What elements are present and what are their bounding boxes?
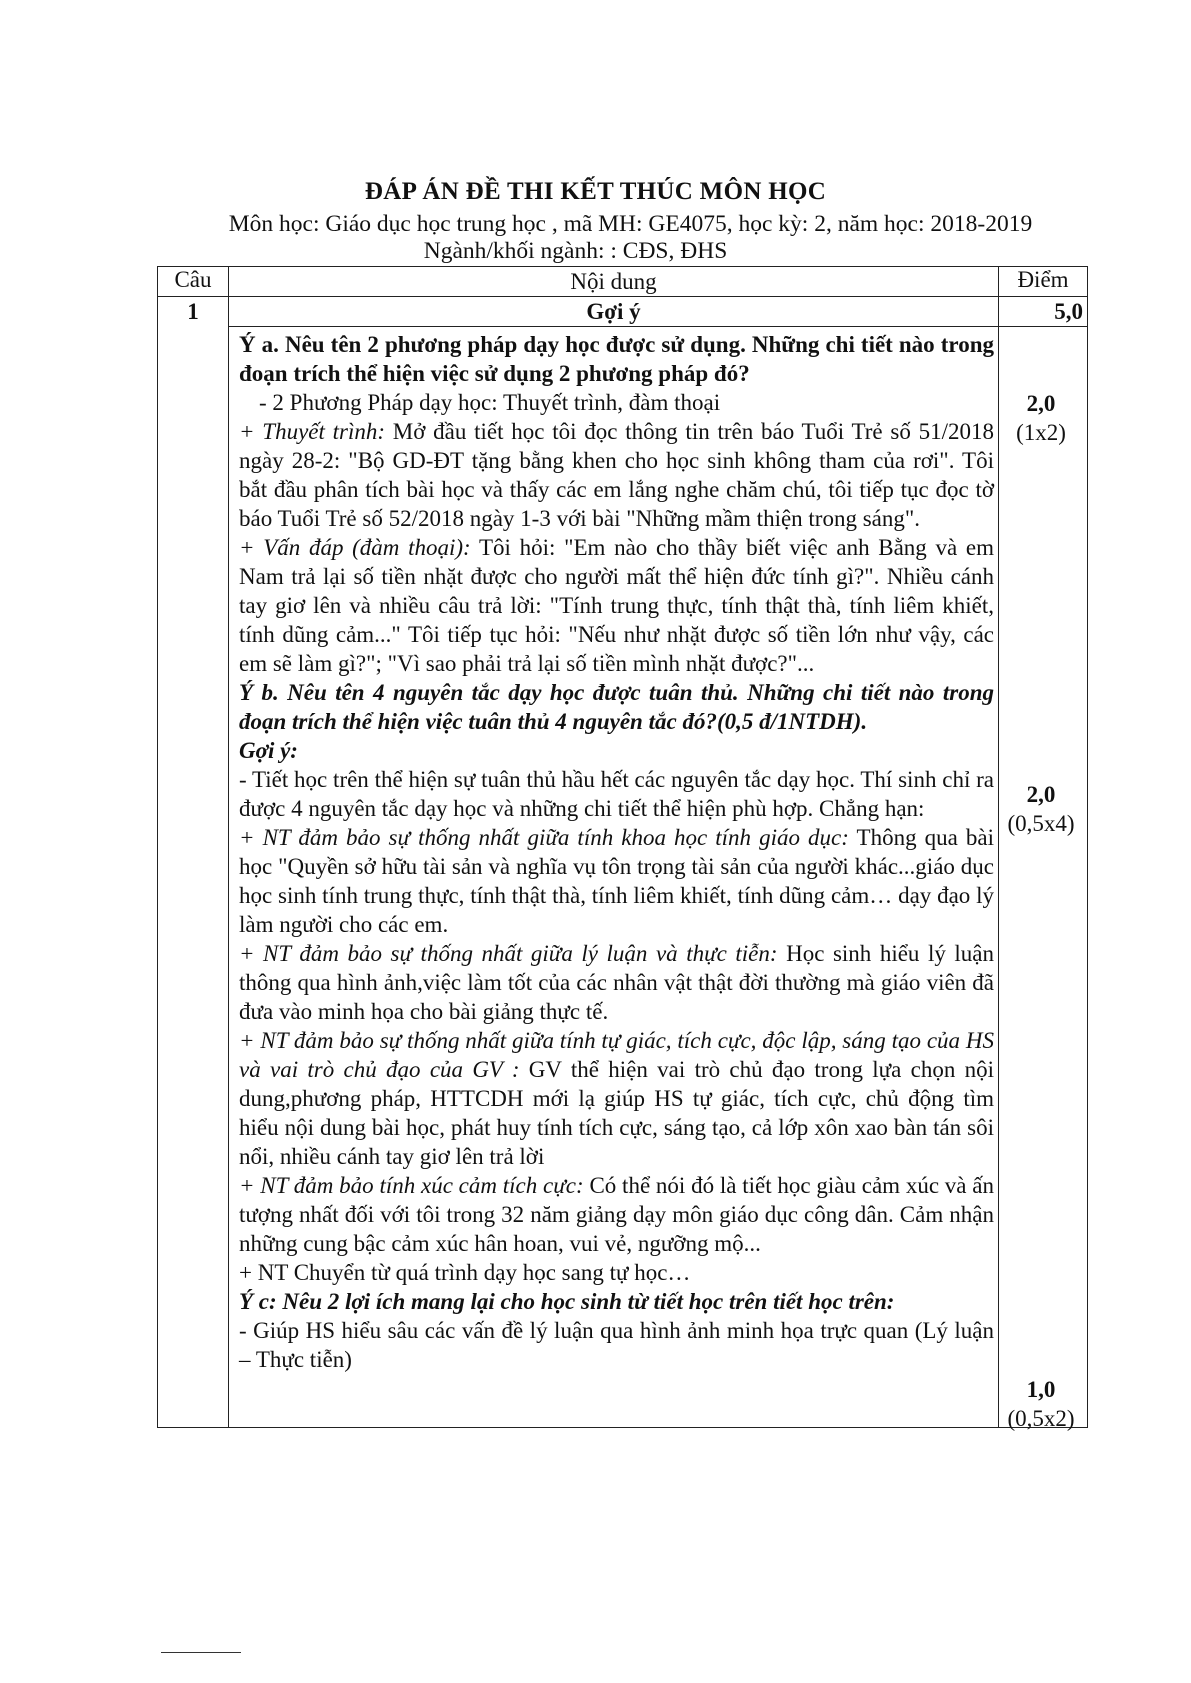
part-c-score-block — [999, 1375, 1083, 1433]
part-a-heading: Ý a. Nêu tên 2 phương pháp dạy học được sử dụng. Những chi tiết nào trong đoạn trích thể hiện việc sử dụng 2 phương pháp đó? — [239, 332, 994, 386]
principle-1-text: Thông qua bài học "Quyền sở hữu tài sản và nghĩa vụ tôn trọng tài sản của người khác...giáo dục học sinh tính trung thực, tính thật thà, tính liêm khiết, tính dũng cảm… dạy đạo lý làm người cho các em. — [239, 825, 994, 937]
part-a-score-detail: (1x2) — [1016, 420, 1066, 445]
lecture-label: + Thuyết trình: — [239, 419, 386, 444]
question-cell-empty — [158, 327, 229, 1428]
principle-5: + NT Chuyển từ quá trình dạy học sang tự học… — [239, 1260, 691, 1285]
principle-1 — [239, 823, 994, 939]
part-c-score-detail: (0,5x2) — [1007, 1406, 1075, 1431]
dialogue-label: + Vấn đáp (đàm thoại): — [239, 535, 471, 560]
col-header-score: Điểm — [999, 267, 1088, 297]
part-b-score-block — [999, 780, 1083, 838]
part-b-score: 2,0 — [1026, 782, 1056, 807]
answer-table — [157, 266, 1088, 1431]
question-number: 1 — [158, 297, 229, 327]
principle-4 — [239, 1171, 994, 1258]
principle-2-text: Học sinh hiểu lý luận thông qua hình ảnh,việc làm tốt của các nhân vật thật đời thường mà giáo viên đã đưa vào minh họa cho bài giảng thực tế. — [239, 941, 995, 1024]
principle-4-label: + NT đảm bảo tính xúc cảm tích cực: — [239, 1173, 584, 1198]
part-b-intro: - Tiết học trên thể hiện sự tuân thủ hầu hết các nguyên tắc dạy học. Thí sinh chỉ ra được 4 nguyên tắc dạy học và những chi tiết thể hiện phù hợp. Chẳng hạn: — [239, 767, 994, 821]
hint-label — [229, 297, 999, 327]
table-header-row — [158, 267, 1088, 297]
principle-4-text: Có thể nói đó là tiết học giàu cảm xúc và ấn tượng nhất đối với tôi trong 32 năm giảng dạy môn giáo dục công dân. Cảm nhận những cung bậc cảm xúc hân hoan, vui vẻ, ngưỡng mộ... — [239, 1173, 994, 1256]
lecture-text: Mở đầu tiết học tôi đọc thông tin trên báo Tuổi Trẻ số 51/2018 ngày 28-2: "Bộ GD-ĐT tặng bằng khen cho học sinh không tham của rơi". Tôi bắt đầu phân tích bài học và thấy các em lắng nghe chăm chú, tôi tiếp tục đọc tờ báo Tuổi Trẻ số 52/2018 ngày 1-3 với bài "Những mầm thiện trong sáng". — [239, 419, 994, 531]
part-b-hint: Gợi ý: — [239, 738, 298, 763]
principle-1-label: + NT đảm bảo sự thống nhất giữa tính khoa học tính giáo dục: — [239, 825, 849, 850]
total-score: 5,0 — [999, 297, 1088, 327]
dialogue-text: Tôi hỏi: "Em nào cho thầy biết việc anh Bằng và em Nam trả lại số tiền nhặt được cho người mất thể hiện đức tính gì?". Nhiều cánh tay giơ lên và nhiều câu trả lời: "Tính trung thực, tính thật thà, tính liêm khiết, tính dũng cảm..." Tôi tiếp tục hỏi: "Nếu như nhặt được số tiền lớn như vậy, các em sẽ làm gì?"; "Vì sao phải trả lại số tiền mình nhặt được?"... — [239, 535, 994, 676]
part-c-heading: Ý c: Nêu 2 lợi ích mang lại cho học sinh từ tiết học trên tiết học trên: — [239, 1289, 895, 1314]
principle-2 — [239, 939, 994, 1026]
col-header-question: Câu — [158, 267, 229, 297]
principle-3-label: + NT đảm bảo sự thống nhất giữa tính tự giác, tích cực, độc lập, sáng tạo của HS và vai trò chủ đạo của GV : — [239, 1028, 994, 1082]
part-a-score: 2,0 — [1026, 391, 1056, 416]
part-c-item-1: - Giúp HS hiểu sâu các vấn đề lý luận qua hình ảnh minh họa trực quan (Lý luận – Thực tiễn) — [239, 1318, 994, 1372]
part-a-dialogue — [239, 533, 994, 678]
principle-3 — [239, 1026, 994, 1171]
hint-label-text: Gợi ý — [586, 299, 641, 324]
subject-line: Môn học: Giáo dục học trung học , mã MH: GE4075, học kỳ: 2, năm học: 2018-2019 — [228, 211, 1033, 237]
page-title: ĐÁP ÁN ĐỀ THI KẾT THÚC MÔN HỌC — [364, 178, 827, 205]
score-column — [999, 327, 1088, 1431]
part-a-score-block — [999, 389, 1083, 447]
part-a-methods: - 2 Phương Pháp dạy học: Thuyết trình, đàm thoại — [259, 390, 721, 415]
part-a-lecture — [239, 417, 994, 533]
question-row — [158, 297, 1088, 327]
answer-content — [229, 327, 999, 1428]
principle-3-text: GV thể hiện vai trò chủ đạo trong lựa chọn nội dung,phương pháp, HTTCDH mới lạ giúp HS tự giác, tích cực, chủ động tìm hiểu nội dung bài học, phát huy tính tích cực, sáng tạo, cả lớp xôn xao bàn tán sôi nổi, nhiều cánh tay giơ lên trả lời — [239, 1057, 995, 1169]
answer-body-row — [158, 327, 1088, 1428]
footer-rule — [161, 1652, 241, 1653]
part-c-score: 1,0 — [1026, 1377, 1056, 1402]
major-line: Ngành/khối ngành: : CĐS, ĐHS — [423, 238, 728, 264]
col-header-content: Nội dung — [229, 267, 999, 297]
part-b-heading: Ý b. Nêu tên 4 nguyên tắc dạy học được tuân thủ. Những chi tiết nào trong đoạn trích thể hiện việc tuân thủ 4 nguyên tắc đó?(0,5 đ/1NTDH). — [239, 680, 994, 734]
principle-2-label: + NT đảm bảo sự thống nhất giữa lý luận và thực tiễn: — [239, 941, 778, 966]
part-b-score-detail: (0,5x4) — [1007, 811, 1075, 836]
